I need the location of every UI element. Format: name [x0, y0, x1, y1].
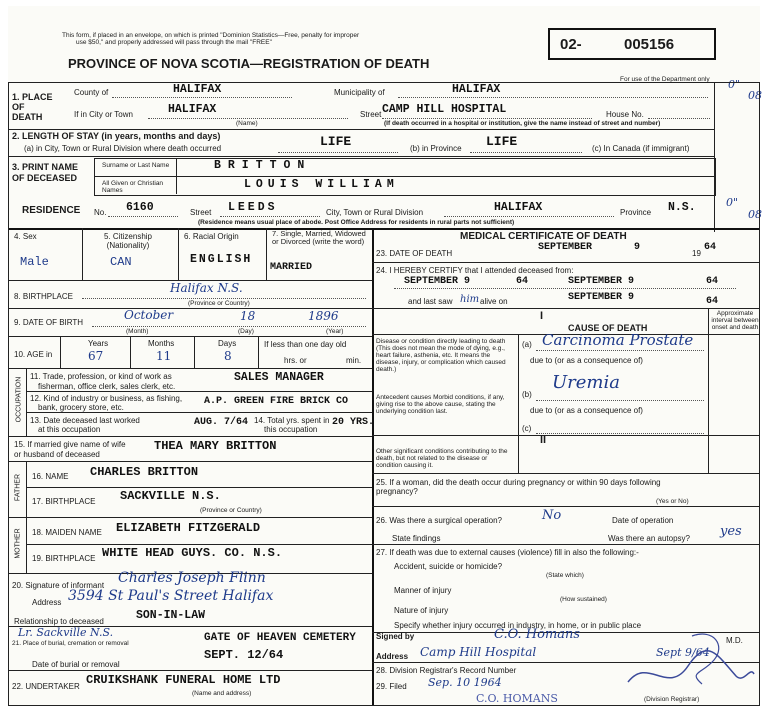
- dob-year: 1896: [308, 309, 339, 323]
- place-section-label: 1. PLACE OF DEATH: [12, 92, 53, 122]
- residence-province: N.S.: [668, 201, 696, 214]
- citizenship-value: CAN: [110, 255, 132, 269]
- last-seen-alive: alive on: [480, 297, 508, 306]
- last-seen-label: and last saw: [408, 297, 453, 306]
- last-seen-him: him: [460, 294, 480, 305]
- name-label: [12, 162, 92, 184]
- rule-stay: [8, 129, 714, 130]
- spouse-value: THEA MARY BRITTON: [154, 439, 277, 453]
- birthplace-line: [82, 298, 366, 299]
- father-side-label: FATHER: [14, 473, 22, 502]
- col-I: I: [540, 310, 544, 322]
- surname-label-text: Surname or Last Name: [102, 162, 170, 169]
- medical-address-label: Address: [376, 652, 409, 661]
- print-signature: C.O. HOMANS: [476, 692, 558, 705]
- dept-code-2: 0": [726, 196, 739, 209]
- relationship-label: Relationship to deceased: [14, 617, 104, 626]
- total-years-label-2: this occupation: [264, 425, 318, 434]
- last-worked-label-2: at this occupation: [38, 425, 101, 434]
- informant-address-label: Address: [32, 598, 62, 607]
- dept-code-1b: 08: [748, 89, 762, 102]
- city-value: HALIFAX: [168, 103, 217, 116]
- signed-label: Signed by: [376, 632, 415, 641]
- residence-province-label: Province: [620, 208, 652, 217]
- marital-label: 7. Single, Married, Widowed or Divorced (write the word): [272, 229, 366, 246]
- total-years-value: 20 YRS.: [332, 417, 375, 428]
- residence-number: 6160: [126, 201, 154, 214]
- envelope-notice-line-2: use $50," and properly addressed will pass through the mail "FREE": [76, 39, 272, 46]
- age-years: 67: [88, 349, 104, 363]
- column-split: [372, 228, 374, 706]
- residence-no-label: No.: [94, 208, 107, 217]
- q25-label: 25. If a woman, did the death occur during pregnancy or within 90 days following pregnancy?: [376, 478, 661, 496]
- nature-label: Nature of injury: [394, 606, 449, 615]
- registration-number: 005156: [624, 36, 675, 53]
- filed-label: 29. Filed: [376, 682, 407, 691]
- stay-sub-c: (c) In Canada (if immigrant): [592, 144, 690, 153]
- hospital-note: (If death occurred in a hospital or institution, give the name instead of street and number): [384, 120, 661, 127]
- dept-code-1: 0": [728, 78, 741, 91]
- city-label: If in City or Town: [74, 110, 133, 119]
- mother-birthplace-label: 19. BIRTHPLACE: [32, 554, 96, 563]
- certify-from-date: SEPTEMBER 9: [404, 276, 471, 287]
- interval-header: Approximate interval between onset and death: [711, 310, 759, 331]
- q26-label: 26. Was there a surgical operation?: [376, 516, 502, 525]
- mother-maiden-label: 18. MAIDEN NAME: [32, 528, 102, 537]
- medical-title: MEDICAL CERTIFICATE OF DEATH: [460, 231, 627, 242]
- father-side-col: [26, 461, 27, 517]
- given-value: LOUIS WILLIAM: [244, 178, 399, 191]
- municipality-value: HALIFAX: [452, 83, 501, 96]
- stay-sub-a: (a) in City, Town or Rural Division where death occurred: [24, 144, 222, 153]
- accident-label: Accident, suicide or homicide?: [394, 562, 503, 571]
- certify-to-year: 64: [706, 276, 719, 287]
- origin-value: ENGLISH: [190, 253, 253, 266]
- residence-note: (Residence means usual place of abode. Post Office Address for residents in rural parts not sufficient): [198, 219, 515, 226]
- rule-11: [8, 368, 372, 369]
- rule-cause-top: [372, 308, 760, 309]
- autopsy-value: yes: [720, 524, 742, 539]
- name-box: [94, 158, 716, 196]
- county-value: HALIFAX: [173, 83, 222, 96]
- occupation-side-label: OCCUPATION: [15, 376, 23, 423]
- stay-label: 2. LENGTH OF STAY (in years, months and days): [12, 131, 221, 141]
- stay-value-b: LIFE: [486, 134, 518, 149]
- given-label: [102, 180, 172, 194]
- mother-maiden: ELIZABETH FITZGERALD: [116, 521, 261, 535]
- dept-column-rule: [714, 82, 715, 232]
- birthplace-value: Halifax N.S.: [170, 281, 243, 295]
- surname-label: [102, 162, 172, 169]
- undertaker-value: CRUIKSHANK FUNERAL HOME LTD: [86, 673, 281, 687]
- birthplace-label: 8. BIRTHPLACE: [14, 292, 73, 301]
- registrar-caption: (Division Registrar): [644, 696, 700, 703]
- father-birthplace-caption: (Province or Country): [200, 507, 262, 514]
- death-date-day: 9: [634, 242, 641, 253]
- less-than-day: If less than one day old: [264, 340, 347, 349]
- spouse-label-2: or husband of deceased: [14, 450, 100, 459]
- scribble-stroke-2: [692, 634, 719, 684]
- father-name-label: 16. NAME: [32, 472, 69, 481]
- spouse-label-1: 15. If married give name of wife: [14, 440, 126, 449]
- residence-street-label: Street: [190, 208, 212, 217]
- last-worked-label-1: 13. Date deceased last worked: [30, 416, 140, 425]
- relationship-value: SON-IN-LAW: [136, 609, 206, 622]
- residence-street-line: [220, 216, 320, 217]
- certify-line: [394, 288, 736, 289]
- rule-name: [8, 156, 714, 157]
- cause-a-label: (a): [522, 340, 532, 349]
- street-value: CAMP HILL HOSPITAL: [382, 103, 507, 116]
- registration-prefix: 02-: [560, 36, 582, 53]
- trade-label-2: fisherman, office clerk, sales clerk, etc.: [38, 382, 176, 391]
- informant-signature: Charles Joseph Flinn: [118, 570, 266, 586]
- rule-split-top: [8, 228, 760, 230]
- burial-date-label: Date of burial or removal: [32, 660, 120, 669]
- certify-label: 24. I HEREBY CERTIFY that I attended deceased from:: [376, 266, 574, 275]
- age-days: 8: [224, 349, 232, 363]
- rule-24: [372, 262, 760, 263]
- q26-value: No: [542, 508, 562, 523]
- certify-from-year: 64: [516, 276, 529, 287]
- rule-27: [372, 544, 760, 545]
- residence-street: LEEDS: [228, 201, 278, 214]
- dob-month-caption: (Month): [126, 328, 149, 335]
- form-title: PROVINCE OF NOVA SCOTIA—REGISTRATION OF DEATH: [68, 56, 430, 71]
- marital-value: MARRIED: [270, 262, 313, 273]
- registrar-signature-scribble: [618, 626, 758, 698]
- death-date-label: 23. DATE OF DEATH: [376, 249, 453, 258]
- cause-a-line: [536, 350, 704, 351]
- col-4-5: [82, 228, 83, 280]
- how-sustained: (How sustained): [560, 596, 607, 603]
- due-to-a: due to (or as a consequence of): [530, 356, 643, 365]
- q27-label: 27. If death was due to external causes (violence) fill in also the following:-: [376, 548, 639, 557]
- other-text: Other significant conditions contributing to the death, but not related to the disease or condition causing it.: [376, 448, 508, 469]
- burial-place-pre: Lr. Sackville N.S.: [18, 626, 114, 639]
- age-col-4: [258, 336, 259, 368]
- informant-sig-label: 20. Signature of informant: [12, 581, 105, 590]
- father-birthplace: SACKVILLE N.S.: [120, 489, 221, 503]
- citizenship-label: 5. Citizenship (Nationality): [103, 232, 153, 250]
- due-to-b: due to (or as a consequence of): [530, 406, 643, 415]
- residence-city-label: City, Town or Rural Division: [326, 208, 424, 217]
- dept-use-label: For use of the Department only: [620, 76, 710, 83]
- county-line: [112, 97, 292, 98]
- rule-16: [8, 461, 372, 462]
- name-label-text: 3. PRINT NAME OF DECEASED: [12, 162, 79, 183]
- filed-value: Sep. 10 1964: [428, 676, 502, 689]
- residence-city: HALIFAX: [494, 201, 543, 214]
- rule-13: [26, 412, 372, 413]
- name-box-divider: [94, 176, 714, 177]
- industry-label-2: bank, grocery store, etc.: [38, 403, 124, 412]
- father-name: CHARLES BRITTON: [90, 465, 199, 479]
- stay-b-line: [470, 152, 582, 153]
- municipality-line: [398, 97, 708, 98]
- col-5-6: [178, 228, 179, 280]
- city-line: [148, 118, 348, 119]
- rule-25: [372, 473, 760, 474]
- stay-a-line: [278, 152, 398, 153]
- stay-value-a: LIFE: [320, 134, 352, 149]
- name-box-label-col: [176, 158, 177, 194]
- dob-line: [92, 326, 366, 327]
- burial-date: SEPT. 12/64: [204, 648, 284, 662]
- sex-label: 4. Sex: [14, 232, 37, 241]
- cause-label-col: [518, 334, 519, 473]
- rule-II: [372, 435, 760, 436]
- rule-10: [8, 336, 372, 337]
- age-days-label: Days: [218, 339, 237, 348]
- street-line: [382, 118, 592, 119]
- last-seen-year: 64: [706, 296, 719, 307]
- industry-label-1: 12. Kind of industry or business, as fishing,: [30, 394, 183, 403]
- envelope-notice: [62, 32, 359, 46]
- envelope-notice-line-1: This form, if placed in an envelope, on which is printed "Dominion Statistics—Free, penalty for improper: [62, 32, 360, 39]
- death-date-year: 64: [704, 242, 717, 253]
- last-worked-value: AUG. 7/64: [194, 417, 249, 428]
- specify-label: Specify whether injury occurred in industry, in home, or in public place: [394, 621, 642, 630]
- death-registration-form: [8, 6, 760, 706]
- rule-top: [8, 82, 760, 83]
- informant-address: 3594 St Paul's Street Halifax: [68, 588, 274, 604]
- county-label: County of: [74, 88, 109, 97]
- signed-value: C.O. Homans: [494, 627, 581, 642]
- medical-address: Camp Hill Hospital: [420, 645, 537, 659]
- street-label: Street: [360, 110, 382, 119]
- rule-15: [8, 436, 372, 437]
- undertaker-label: 22. UNDERTAKER: [12, 682, 80, 691]
- cause-b-label: (b): [522, 390, 532, 399]
- md-label: M.D.: [726, 636, 743, 645]
- age-col-2: [130, 336, 131, 368]
- antecedent-text: Antecedent causes Morbid conditions, if any, giving rise to the above cause, stating the underlying condition last.: [376, 394, 505, 415]
- residence-label: RESIDENCE: [22, 205, 81, 216]
- undertaker-caption: (Name and address): [192, 690, 252, 697]
- mother-side-label: MOTHER: [14, 528, 22, 559]
- death-date-month: SEPTEMBER: [538, 242, 593, 253]
- residence-city-line: [444, 216, 614, 217]
- age-label: 10. AGE in: [14, 350, 53, 359]
- min-label: min.: [346, 356, 362, 365]
- burial-place-label: 21. Place of burial, cremation or removal: [12, 640, 129, 647]
- death-date-year-prefix: 19: [692, 249, 701, 258]
- age-months: 11: [156, 349, 172, 363]
- last-seen-date: SEPTEMBER 9: [568, 292, 635, 303]
- manner-label: Manner of injury: [394, 586, 452, 595]
- age-col-3: [194, 336, 195, 368]
- dob-day: 18: [240, 309, 256, 323]
- dept-code-2b: 08: [748, 208, 762, 221]
- age-years-label: Years: [88, 339, 109, 348]
- disease-text: Disease or condition directly leading to death (This does not mean the mode of dying, e.g., heart failure, asthenia, etc. It means the disease, injury, or complication which caused death.): [376, 338, 506, 373]
- interval-col: [708, 308, 709, 473]
- op-date-label: Date of operation: [612, 516, 674, 525]
- rule-18: [8, 517, 372, 518]
- cause-header: CAUSE OF DEATH: [568, 323, 648, 333]
- certify-to-date: SEPTEMBER 9: [568, 276, 635, 287]
- state-findings: State findings: [392, 534, 441, 543]
- cause-b-value: Uremia: [552, 372, 620, 393]
- cause-c-line: [536, 433, 704, 434]
- trade-value: SALES MANAGER: [234, 371, 324, 384]
- rule-17: [26, 487, 372, 488]
- mother-side-col: [26, 517, 27, 573]
- state-which: (State which): [546, 572, 584, 579]
- house-line: [648, 118, 710, 119]
- rule-26: [372, 506, 760, 507]
- stay-sub-b: (b) in Province: [410, 144, 462, 153]
- rule-22: [8, 670, 372, 671]
- origin-label: 6. Racial Origin: [184, 232, 239, 241]
- burial-place: GATE OF HEAVEN CEMETERY: [204, 632, 356, 644]
- house-label: House No.: [606, 110, 644, 119]
- residence-number-line: [108, 216, 178, 217]
- rule-19: [26, 544, 372, 545]
- surname-value: BRITTON: [214, 159, 312, 172]
- dob-month: October: [124, 308, 174, 322]
- medical-address-date: Sept 9/64: [656, 646, 710, 659]
- father-birthplace-label: 17. BIRTHPLACE: [32, 497, 96, 506]
- cause-a-value: Carcinoma Prostate: [542, 331, 694, 349]
- municipality-label: Municipality of: [334, 88, 385, 97]
- cause-b-line: [536, 400, 704, 401]
- scribble-stroke-1: [628, 651, 754, 682]
- total-years-label-1: 14. Total yrs. spent in: [254, 416, 330, 425]
- dob-day-caption: (Day): [238, 328, 254, 335]
- name-caption: (Name): [236, 120, 258, 127]
- yes-no-caption: (Yes or No): [656, 498, 689, 505]
- industry-value: A.P. GREEN FIRE BRICK CO: [204, 396, 349, 407]
- hrs-label: hrs. or: [284, 356, 307, 365]
- age-months-label: Months: [148, 339, 175, 348]
- dob-label: 9. DATE OF BIRTH: [14, 318, 84, 327]
- col-6-7: [266, 228, 267, 280]
- rule-12: [26, 391, 372, 392]
- cause-c-label: (c): [522, 424, 532, 433]
- col-II: II: [540, 434, 547, 446]
- given-label-text: All Given or Christian Names: [102, 180, 164, 194]
- trade-label-1: 11. Trade, profession, or kind of work as: [30, 372, 172, 381]
- registration-number-box: [548, 28, 716, 60]
- autopsy-label: Was there an autopsy?: [608, 534, 690, 543]
- birthplace-caption: (Province or Country): [188, 300, 250, 307]
- age-col-1: [60, 336, 61, 368]
- division-label: 28. Division Registrar's Record Number: [376, 666, 517, 675]
- sex-value: Male: [20, 255, 49, 269]
- mother-birthplace: WHITE HEAD GUYS. CO. N.S.: [102, 546, 283, 560]
- occupation-side-col: [26, 368, 27, 436]
- dob-year-caption: (Year): [326, 328, 344, 335]
